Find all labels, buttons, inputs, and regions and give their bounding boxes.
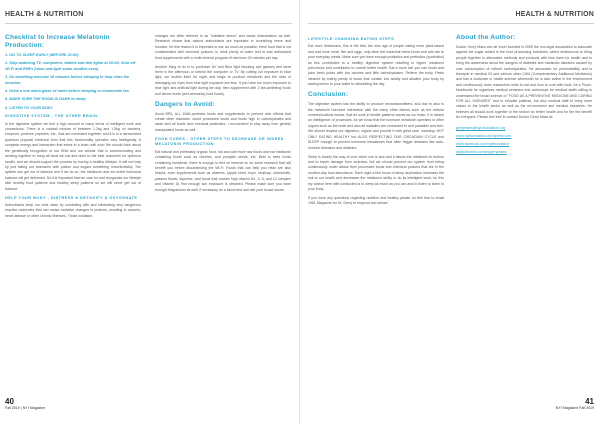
checklist-item-1: 1. GO TO SLEEP EARLY (BEFORE 22:00) [5, 53, 79, 57]
right-page [300, 0, 600, 424]
checklist-item-5: 5. MAKE SURE THE ROOM IS DARK to sleep. [5, 97, 87, 102]
checklist-item-3: 3. Do breathing exercise 15 minutes before sleeping to help relax the muscles. [5, 75, 130, 85]
dangers-heading: Dangers to Avoid: [155, 100, 215, 108]
conclusion-paragraph-2: Sleep is clearly the way of cure when one is sick and it allows the melatonin to restore and to repair damage from sickness; but we should prevent our system from being continuously under attack from processed foods and chemical poisons that are in the modern-day food abundance. Each night a few hours of sleep deprivation increases the risk to our health and decreases the melatonin ability to do its intelligent work, for this my advice here with conducted is to sleep as much as you can and to listen to listen to your body. [308, 154, 444, 191]
right-page-issue: NYI Magazine Fall 2019 [555, 406, 594, 410]
digestive-system-paragraph: In the digestive system we find a high amount of many forms of intelligent work and connections. There is a cocktail mixture of between 1.2kg and 1.5kg on bacteria, enzymes, proteins, peptides, etc., that are correlated together, and it is in a harmonized quantum physical electrical form that this functionality operates very intelligently. A complete energy and interaction that exists in a brain until now! We should think about the genetically recognition of our DNA and our cellular that is communicating and working together to bring all what we eat and drink to the best outcomes for optimum health, and we should support the process by having a healthy lifestyle. It will not help by just taking our stomachs with poison and sugars something uncontrollably. The system can get out of balance and if we do so, the melatonin and our entire hormonal balance will get deformed. So it is important that we care for and reorganize our lifestyle with healthy food patterns and healthy sleep patterns so we will never get out of balance. [5, 121, 141, 191]
column-1 [5, 34, 141, 390]
help-your-body-subheading: HELP YOUR BODY - DISTRESS & DETOXIFY & OXYGENATE [5, 195, 138, 200]
checklist-item-4: 4. Drink a one warm glass of water before sleeping or chamomile tea. [5, 89, 130, 94]
lifestyle-paragraph: Eat more flexitarians, this is the first; the new age of people eating more plant-based and add more meat, fish and eggs, only other the botanical herbs foods and add oils to your everyday meals. Make sure you have enough probiotics and prebiotics (synbiotics) as this contributes to a healthy digestive system resulting in higher melatonin precursors and contributes to overall better health. Eat a more tart you can foods and juice fresh juices with low calories and little carbohydrates. Relieve the body. Peels cleaned by eating plenty of foods that contain low acidity and alkaline your body by adding lemon to your water to stimulating the day. [308, 44, 444, 87]
conclusion-heading: Conclusion: [308, 91, 349, 99]
author-bio-paragraph: Doctor Gerry Maes van de Voort founded in 2009 the non-legal association to advocate against the sugar added in the food processing industries, which endeavours to bring people together in alternative methods and products with less harm for health and to bring the awareness about the dangers of diabetes and metabolic diseases caused by over consumption of refined carbohydrates. He advocates for preventability and is therapist in medical 03 and various other CAM (Complementary Additional Medicines) and has a doctorate in health science wherewith he is also active in the environment and continuously does researches what to eat and how to cure with food. As a Phyto-Nutritionist he organizes medical seminars and workshops for medical staffs willing to understand the broad science of "FOOD AS A PREVENTIVE MEDICINE AND CURING FOR ALL DISEASES" and to educate patients, but also medical staff to bring more values to the health sector as well as the environment and medical industries. He believes all should work together in the search for better health and for the the benefit for everyone. Please feel free to contact Doctor Gerry Maes at: [456, 45, 592, 120]
column-3 [308, 34, 444, 390]
lifestyle-subheading: LIFESTYLE CHANGING EATING STEPS [308, 37, 395, 41]
left-page-issue: Fall 2019 | NYI Magazine [5, 406, 46, 410]
checklist-item-6: 6. LISTEN TO YOUR BODY [5, 105, 53, 110]
checklist-heading: Checklist to Increase Melatonin Production: [5, 34, 110, 49]
about-author-heading: About the Author: [456, 34, 516, 41]
dangers-paragraph: Avoid BPA, ALL MAN-synthetic foods and supplements to prevent side effects that create other diseases. Avoid processed foods and foods high in carbohydrates and wash well all foods from eventual pesticides. I recommend to stay away from genetic manipulated foods as well. [155, 111, 291, 132]
right-header-rule [308, 23, 594, 24]
author-email-link[interactable]: gerrymaes@nyi-foundation.org [456, 126, 506, 131]
author-facebook-link[interactable]: www.facebook.com/nyifoundation [456, 142, 510, 147]
blue-light-paragraph: Another thing to do is to purchase UV and Blue light blocking eye glasses and wear them in the afternoon or behind the computer or TV. By cutting out exposure to blue light, our bodies think it's night, and begin to produce melatonin and the risks of damaging our eyes from blue light exposure are less. If you have too much exposure to blue light and artificial light during the day, then supplement with 2 tea-wellbeing foods and lemon foods (and ammonia) food foods). [155, 64, 291, 96]
digestive-system-subheading: DIGESTIVE SYSTEM - THE OTHER BRAIN: [5, 114, 100, 119]
left-header-rule [5, 23, 292, 24]
author-website-link[interactable]: www.nyifoundation.wordpress.com [456, 134, 512, 139]
conclusion-paragraph-3: If you have any questions regarding nutrition and healthy please do feel free to email 1961 Magazine for Dr. Gerry to respond and advise. [308, 195, 444, 206]
checklist-item-2: 2. Stop watching TV, computers, tablets and dim lights at 20:00; Shut off Wi-Fi and EMFs (relax and light some candles even) [5, 61, 136, 71]
conclusion-paragraph-1: The digestive system has the ability to produce neurotransmitters, and due to also to the melatonin hormone interaction with the many other factors such as the cellular communications waves, that do work in similar patterns waves as our brain. It is clearly an intelligence of processes. As we know that the hormone melatonin operates in other organs such as the brain and also all maladies are connected to and parasites and liver. We should respect our digestion, organs and provide it with great care, meaning: NOT ONLY EATING HEALTHY but ALSO RESPECTING OUR CIRCADIAN CYCLE and SLEEP enough to prevent hormonal imbalances that often trigger diseases like auto-immune diseases and diabetes. [308, 102, 444, 150]
right-section-header: HEALTH & NUTRITION [515, 11, 594, 18]
right-page-number: 41 [585, 397, 594, 406]
food-cures-paragraph: Eat natural and preferably organic food, eat and add more raw foods and eat melatonin containing foods such as cherries, and pumpkin seeds, etc. Best to seek foods containing melatonin, there is enough to find on internet so do some research that will benefit you before discontinuing the Wi-Fi. Foods that can help you relax are also helpful, even supplements such as vitamins, (apple seed, hops, skullcap, chamomile, passion flower, liquorice, and foods that contain high vitamin B1, 3, 6, and 12 complex and Vitamin D) find enough sun exposure is obtained. Please make sure you have enough Magnesium as well, if necessary do a blood test and ask your house doctor. [155, 149, 291, 192]
food-cures-subheading: FOOD CURES - OTHER STEPS TO DECREASE OR INDEED MELATONIN PRODUCTION: [155, 136, 285, 147]
column-2 [155, 34, 291, 390]
antioxidants-paragraph: Antioxidants keep our cells clean by combating with and eliminating very dangerous reactive molecules that can cause oxidative changes in proteins, resulting in cancers, heart disease or other chronic illnesses. Those oxidation [5, 202, 141, 218]
oxidative-stress-paragraph: changes are often referred to as "oxidative stress" and cause inflammation as well. Research shows that natural antioxidants are important in nourishing nerve and function, for this reason it is important to eat, as much as possible, fresh food that is not contaminated with chemical poisons, to drink plenty of water and to add antioxidant food supplements with a multi-mineral program of minimum 20 minutes per day. [155, 34, 291, 60]
left-page-number: 40 [5, 397, 14, 406]
author-linkedin-link[interactable]: www.linkedin.com/in/gerrymaes [456, 150, 507, 155]
column-4 [456, 34, 592, 390]
left-section-header: HEALTH & NUTRITION [5, 11, 84, 18]
